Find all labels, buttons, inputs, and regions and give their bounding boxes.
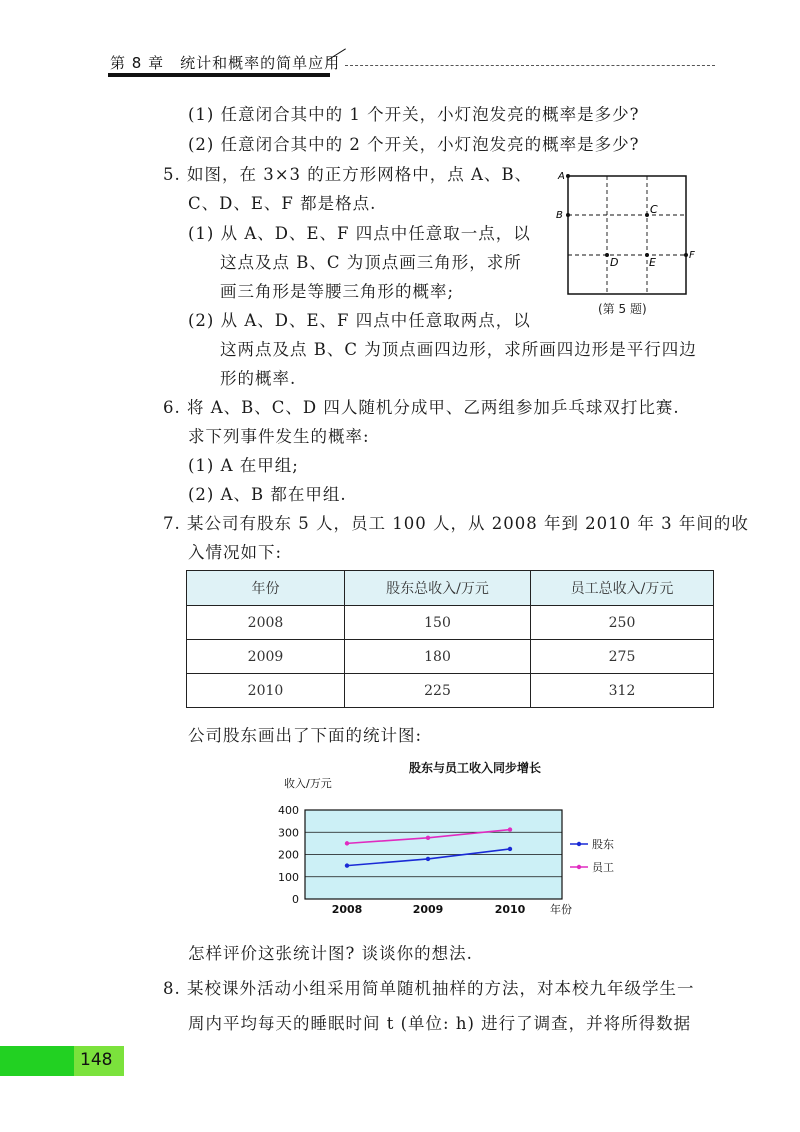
q8-line1: 8. 某校课外活动小组采用简单随机抽样的方法，对本校九年级学生一 bbox=[163, 979, 695, 998]
table-row bbox=[187, 606, 714, 640]
page-number: 148 bbox=[80, 1050, 113, 1070]
header-year: 年份 bbox=[187, 571, 345, 606]
header-employee-income: 员工总收入/万元 bbox=[531, 571, 714, 606]
cell-shareholder: 150 bbox=[345, 606, 531, 640]
q7-line2: 入情况如下: bbox=[188, 543, 283, 562]
q8-line2: 周内平均每天的睡眠时间 t (单位: h) 进行了调查，并将所得数据 bbox=[188, 1014, 692, 1033]
label-f: F bbox=[689, 250, 695, 261]
x-tick-label: 2009 bbox=[412, 903, 444, 916]
cell-year: 2008 bbox=[187, 606, 345, 640]
cell-employee: 275 bbox=[531, 640, 714, 674]
q5-line2: C、D、E、F 都是格点. bbox=[188, 194, 377, 213]
income-table bbox=[186, 570, 714, 708]
grid-frame bbox=[568, 176, 686, 294]
data-point bbox=[426, 857, 430, 861]
q6-line2: 求下列事件发生的概率: bbox=[188, 427, 370, 446]
q4-part1: (1) 任意闭合其中的 1 个开关，小灯泡发亮的概率是多少? bbox=[188, 105, 640, 124]
figure-caption: (第 5 题) bbox=[598, 302, 647, 316]
chart-ylabel: 收入/万元 bbox=[284, 777, 332, 790]
q4-part2: (2) 任意闭合其中的 2 个开关，小灯泡发亮的概率是多少? bbox=[188, 135, 640, 154]
cell-year: 2010 bbox=[187, 674, 345, 708]
q6-part1: (1) A 在甲组; bbox=[188, 456, 299, 475]
chart-xlabel: 年份 bbox=[550, 903, 572, 916]
point-b-dot bbox=[566, 213, 570, 217]
label-d: D bbox=[610, 256, 619, 269]
data-point bbox=[345, 863, 349, 867]
y-tick-label: 100 bbox=[278, 870, 299, 884]
label-a: A bbox=[558, 171, 565, 182]
legend-swatch-dot bbox=[577, 842, 581, 846]
chart-title: 股东与员工收入同步增长 bbox=[408, 761, 542, 775]
y-tick-label: 200 bbox=[278, 848, 299, 862]
data-point bbox=[508, 847, 512, 851]
point-f-dot bbox=[684, 253, 688, 257]
point-c-dot bbox=[645, 213, 649, 217]
label-b: B bbox=[556, 210, 563, 221]
q5-part1-line2: 这点及点 B、C 为顶点画三角形，求所 bbox=[220, 253, 522, 272]
q7-line1: 7. 某公司有股东 5 人，员工 100 人，从 2008 年到 2010 年 3 年间的收 bbox=[163, 514, 749, 533]
chapter-header: 第 8 章 统计和概率的简单应用 bbox=[110, 54, 341, 72]
q5-part2-line3: 形的概率. bbox=[220, 369, 297, 388]
x-tick-label: 2010 bbox=[494, 903, 526, 916]
q7-chart-intro: 公司股东画出了下面的统计图: bbox=[188, 726, 423, 745]
q5-part2-line2: 这两点及点 B、C 为顶点画四边形，求所画四边形是平行四边 bbox=[220, 340, 697, 359]
label-c: C bbox=[650, 203, 658, 216]
q7-question: 怎样评价这张统计图? 谈谈你的想法. bbox=[188, 944, 473, 963]
q5-part1-line1: (1) 从 A、D、E、F 四点中任意取一点，以 bbox=[188, 224, 531, 243]
cell-shareholder: 225 bbox=[345, 674, 531, 708]
page-number-tab-accent bbox=[0, 1046, 74, 1076]
legend-swatch-dot bbox=[577, 865, 581, 869]
table-header-row bbox=[187, 571, 714, 606]
income-line-chart bbox=[270, 755, 614, 925]
data-point bbox=[426, 836, 430, 840]
q5-line1: 5. 如图，在 3×3 的正方形网格中，点 A、B、 bbox=[163, 165, 533, 184]
y-tick-label: 0 bbox=[292, 893, 299, 906]
x-tick-label: 2008 bbox=[331, 903, 363, 916]
legend-label: 股东 bbox=[592, 838, 614, 851]
grid-figure bbox=[548, 166, 708, 324]
q5-part1-line3: 画三角形是等腰三角形的概率; bbox=[220, 282, 455, 301]
y-tick-label: 300 bbox=[278, 826, 299, 840]
q6-line1: 6. 将 A、B、C、D 四人随机分成甲、乙两组参加乒乓球双打比赛. bbox=[163, 398, 680, 417]
header-dashed-rule bbox=[345, 65, 715, 66]
q5-part2-line1: (2) 从 A、D、E、F 四点中任意取两点，以 bbox=[188, 311, 531, 330]
legend-label: 员工 bbox=[592, 861, 614, 874]
q6-part2: (2) A、B 都在甲组. bbox=[188, 485, 347, 504]
table-row bbox=[187, 640, 714, 674]
header-underline bbox=[108, 73, 330, 77]
point-d-dot bbox=[605, 253, 609, 257]
data-point bbox=[508, 827, 512, 831]
cell-year: 2009 bbox=[187, 640, 345, 674]
y-tick-label: 400 bbox=[278, 804, 299, 817]
cell-shareholder: 180 bbox=[345, 640, 531, 674]
label-e: E bbox=[649, 256, 656, 269]
cell-employee: 250 bbox=[531, 606, 714, 640]
cell-employee: 312 bbox=[531, 674, 714, 708]
table-row bbox=[187, 674, 714, 708]
header-shareholder-income: 股东总收入/万元 bbox=[345, 571, 531, 606]
data-point bbox=[345, 841, 349, 845]
point-a-dot bbox=[566, 174, 570, 178]
